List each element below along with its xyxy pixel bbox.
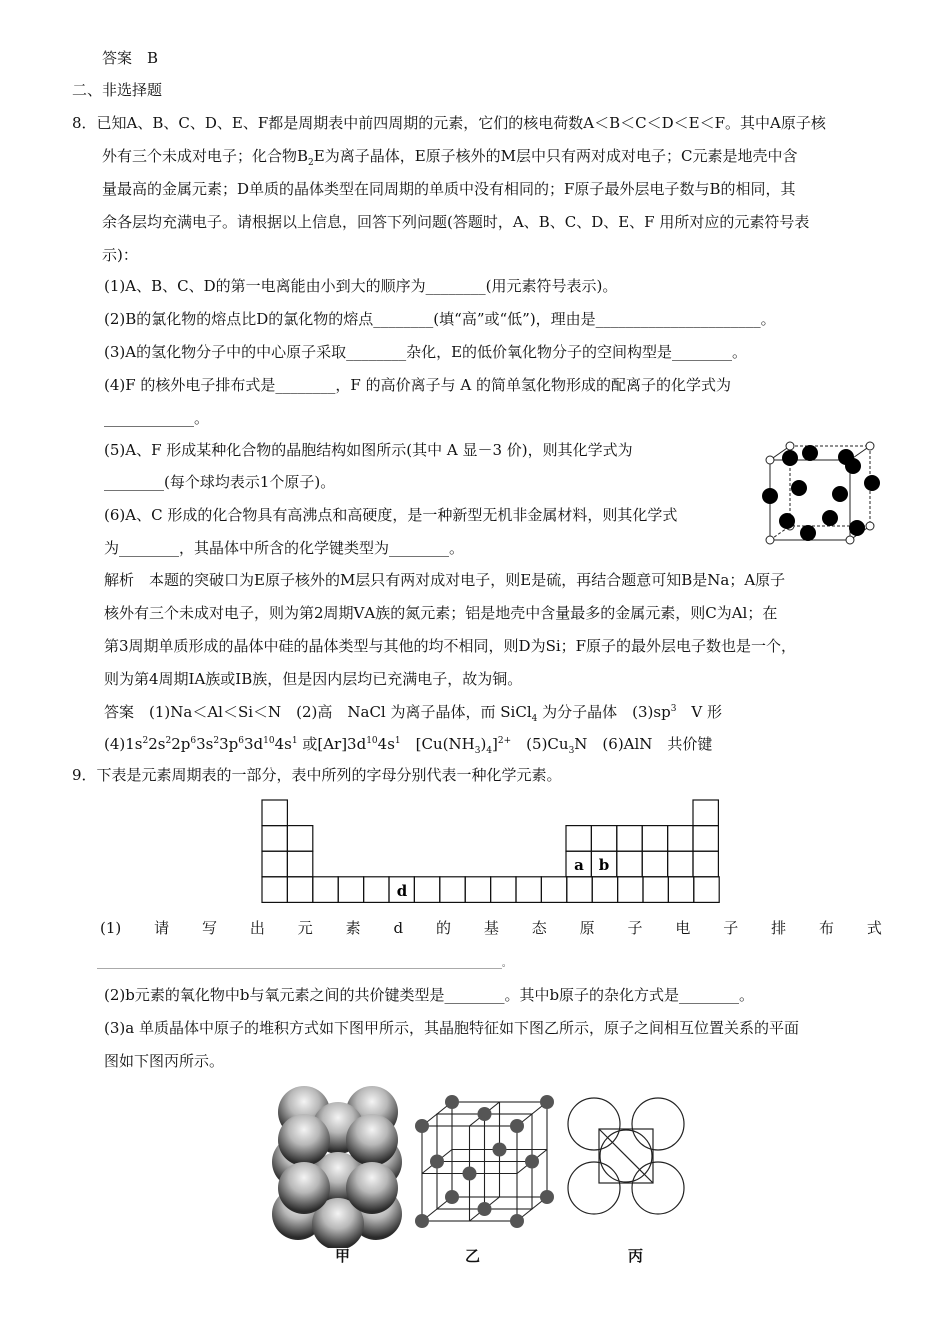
q8-answer-line1: 答案 (1)Na＜Al＜Si＜N (2)高 NaCl 为离子晶体，而 SiCl$_4$ 为分子晶体 $(3)sp^3$ V 形	[104, 703, 723, 724]
packed-sphere	[346, 1114, 398, 1166]
q8-part4-line2: ____________。	[104, 409, 210, 427]
table-cell	[541, 877, 566, 903]
table-cell	[262, 877, 287, 903]
q9-part1-char: (1)	[100, 919, 122, 937]
table-cell	[465, 877, 490, 903]
packed-sphere	[278, 1114, 330, 1166]
table-cell	[592, 877, 617, 903]
figure-yi-unit-cell	[408, 1090, 558, 1240]
q8-part3: (3)A的氢化物分子中的中心原子采取________杂化，E的低价氧化物分子的空间构型是________。	[104, 343, 748, 361]
table-cell-b: b	[598, 856, 610, 874]
table-cell	[491, 877, 516, 903]
q8-part2: (2)B的氯化物的熔点比D的氯化物的熔点________(填“高”或“低”)，理由是______________________。	[104, 310, 776, 328]
q8-unit-cell-figure	[756, 438, 886, 548]
previous-answer: 答案 B	[102, 49, 159, 67]
table-cell	[618, 877, 643, 903]
q8-answer-line2: $(4)1s^22s^22p^63s^23p^63d^{10}4s^1$ 或$[Ar]3d^{10}4s^1$ $[Cu(NH_3)_4]^{2+}$ $(5)Cu_3N$ (6)AlN 共价键	[104, 735, 713, 756]
q9-part1-char: 式	[866, 919, 882, 937]
q9-stem: 9．下表是元素周期表的一部分，表中所列的字母分别代表一种化学元素。	[72, 766, 562, 784]
table-cell	[364, 877, 389, 903]
q9-part1-char: 元	[297, 919, 313, 937]
q9-part1-blank: __________________________________________________________________________________________。	[97, 959, 512, 969]
q8-analysis-line3: 第3周期单质形成的晶体中硅的晶体类型与其他的均不相同，则D为Si；F原子的最外层电子数也是一个，	[104, 637, 797, 655]
q9-part1-char: 布	[818, 919, 834, 937]
figure-jia-sphere-packing	[262, 1078, 412, 1248]
q9-part1-char: 子	[723, 919, 739, 937]
figure-bing-plane-view	[566, 1096, 686, 1216]
q9-part3-line1: (3)a 单质晶体中原子的堆积方式如下图甲所示，其晶胞特征如下图乙所示，原子之间相互位置关系的平面	[104, 1019, 799, 1037]
q9-part1-char: 基	[483, 919, 499, 937]
q8-part4-line1: (4)F 的核外电子排布式是________，F 的高价离子与 A 的简单氢化物形成的配离子的化学式为	[104, 376, 731, 394]
q8-analysis-line2: 核外有三个未成对电子，则为第2周期ⅤA族的氮元素；铝是地壳中含量最多的金属元素，则C为Al；在	[104, 604, 778, 622]
q8-part6-line2: 为________，其晶体中所含的化学键类型为________。	[104, 539, 465, 557]
table-cell	[643, 877, 668, 903]
q8-part1: (1)A、B、C、D的第一电离能由小到大的顺序为________(用元素符号表示)。	[104, 277, 618, 295]
q9-part1-char: 请	[154, 919, 170, 937]
q8-stem-line5: 示)：	[102, 246, 138, 264]
caption-jia: 甲	[335, 1247, 351, 1265]
q8-analysis-line4: 则为第4周期ⅠA族或ⅠB族，但是因内层均已充满电子，故为铜。	[104, 670, 523, 688]
caption-yi: 乙	[465, 1247, 481, 1265]
q8-part6-line1: (6)A、C 形成的化合物具有高沸点和高硬度，是一种新型无机非金属材料，则其化学式	[104, 506, 678, 524]
table-cell	[287, 877, 312, 903]
q8-stem-line3: 量最高的金属元素；D单质的晶体类型在同周期的单质中没有相同的；F原子最外层电子数与B的相同，其	[102, 180, 796, 198]
q9-part1-char: 的	[435, 919, 451, 937]
caption-bing: 丙	[628, 1247, 644, 1265]
q8-stem-line4: 余各层均充满电子。请根据以上信息，回答下列问题(答题时，A、B、C、D、E、F 用所对应的元素符号表	[102, 213, 810, 231]
q9-part1-char: 写	[201, 919, 217, 937]
q9-part1-char: 排	[771, 919, 787, 937]
q9-part3-line2: 图如下图丙所示。	[104, 1052, 225, 1070]
q8-part5-line2: ________(每个球均表示1个原子)。	[104, 473, 336, 491]
table-cell	[516, 877, 541, 903]
table-cell	[414, 877, 439, 903]
q8-analysis-line1: 解析 本题的突破口为E原子核外的M层只有两对成对电子，则E是硫，再结合题意可知B是Na；A原子	[104, 571, 786, 589]
q9-part1-char: 出	[249, 919, 265, 937]
table-cell	[440, 877, 465, 903]
q8-part5-line1: (5)A、F 形成某种化合物的晶胞结构如图所示(其中 A 显－3 价)，则其化学式为	[104, 441, 633, 459]
table-cell	[668, 877, 693, 903]
table-cell-d: d	[396, 882, 408, 900]
periodic-table-fragment	[260, 798, 720, 904]
q9-part1-char: d	[393, 919, 404, 937]
packed-sphere	[278, 1162, 330, 1214]
q8-stem-line1: 8．已知A、B、C、D、E、F都是周期表中前四周期的元素，它们的核电荷数A＜B＜C＜D＜E＜F。其中A原子核	[72, 114, 826, 132]
table-cell	[694, 877, 719, 903]
q9-part1-line1	[100, 918, 882, 938]
q9-part1-char: 素	[345, 919, 361, 937]
q9-part1-char: 子	[627, 919, 643, 937]
q9-part1-char: 原	[579, 919, 595, 937]
table-cell	[338, 877, 363, 903]
table-cell	[313, 877, 338, 903]
q9-part1-char: 电	[675, 919, 691, 937]
q8-stem-line2: 外有三个未成对电子；化合物$B_2E$为离子晶体，E原子核外的M层中只有两对成对电子；C元素是地壳中含	[102, 147, 798, 168]
table-cell	[567, 877, 592, 903]
q9-part2: (2)b元素的氧化物中b与氧元素之间的共价键类型是________。其中b原子的杂化方式是________。	[104, 986, 755, 1004]
table-cell-a: a	[574, 856, 584, 874]
q9-part1-char: 态	[531, 919, 547, 937]
section-title: 二、非选择题	[72, 81, 163, 99]
packed-sphere	[346, 1162, 398, 1214]
